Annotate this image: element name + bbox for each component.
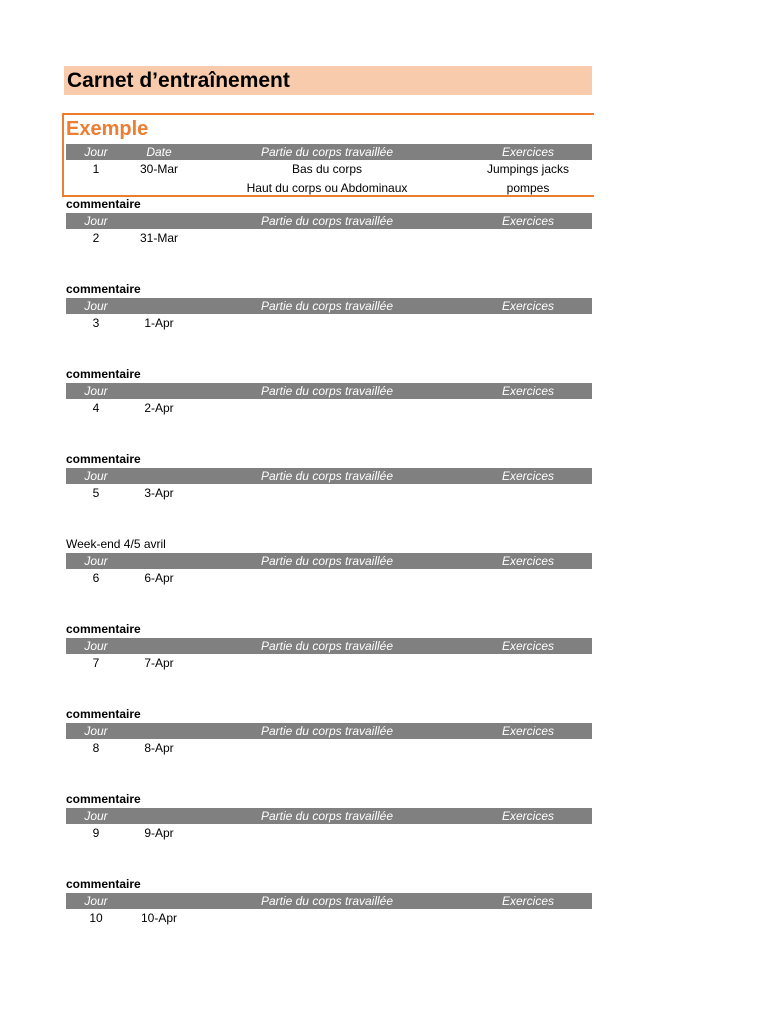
section-comment: commentaire [66,792,141,806]
example-title: Exemple [66,118,149,140]
header-jour: Jour [84,469,108,483]
section-row [66,909,592,927]
header-partie: Partie du corps travaillée [260,214,394,228]
header-partie: Partie du corps travaillée [260,724,394,738]
section-header-row [66,638,592,654]
header-exercices: Exercices [501,299,554,313]
cell-jour: 10 [89,911,103,925]
header-partie: Partie du corps travaillée [260,145,394,159]
section-comment: commentaire [66,452,141,466]
section-comment: commentaire [66,197,141,211]
cell-jour: 4 [92,401,100,415]
section-header-row [66,468,592,484]
header-partie: Partie du corps travaillée [260,554,394,568]
cell-partie: Haut du corps ou Abdominaux [246,181,408,195]
section-row [66,654,592,672]
cell-jour: 9 [92,826,100,840]
cell-date: 30-Mar [139,162,178,176]
section-row [66,569,592,587]
section-comment: commentaire [66,877,141,891]
section-row [66,484,592,502]
section-comment: commentaire [66,707,141,721]
cell-date: 1-Apr [144,316,174,330]
cell-partie: Bas du corps [291,162,363,176]
header-jour: Jour [84,214,108,228]
page-title-bar [64,66,592,95]
header-partie: Partie du corps travaillée [260,639,394,653]
header-jour: Jour [84,639,108,653]
section-header-row [66,893,592,909]
cell-jour: 7 [92,656,100,670]
section-header-row [66,298,592,314]
cell-jour: 5 [92,486,100,500]
header-partie: Partie du corps travaillée [260,384,394,398]
section-row [66,739,592,757]
cell-jour: 6 [92,571,100,585]
header-jour: Jour [84,724,108,738]
cell-date: 31-Mar [139,231,178,245]
example-header-row [66,144,592,160]
header-jour: Jour [84,894,108,908]
cell-date: 10-Apr [140,911,178,925]
header-exercices: Exercices [501,214,554,228]
header-exercices: Exercices [501,469,554,483]
cell-exercices: pompes [506,181,550,195]
header-partie: Partie du corps travaillée [260,809,394,823]
header-date: Date [146,145,172,159]
header-jour: Jour [84,384,108,398]
header-jour: Jour [84,145,108,159]
cell-jour: 1 [92,162,100,176]
header-exercices: Exercices [501,145,554,159]
section-comment: commentaire [66,367,141,381]
section-row [66,399,592,417]
cell-date: 6-Apr [144,571,174,585]
cell-jour: 3 [92,316,100,330]
section-row [66,824,592,842]
header-exercices: Exercices [501,639,554,653]
page-title: Carnet d’entraînement [67,69,290,92]
section-header-row [66,553,592,569]
cell-jour: 2 [92,231,100,245]
header-jour: Jour [84,554,108,568]
section-row [66,314,592,332]
cell-jour: 8 [92,741,100,755]
header-jour: Jour [84,809,108,823]
cell-date: 8-Apr [144,741,174,755]
section-comment: commentaire [66,622,141,636]
cell-date: 3-Apr [144,486,174,500]
header-exercices: Exercices [501,554,554,568]
header-partie: Partie du corps travaillée [260,469,394,483]
section-comment: commentaire [66,282,141,296]
header-exercices: Exercices [501,724,554,738]
header-jour: Jour [84,299,108,313]
cell-date: 7-Apr [144,656,174,670]
cell-date: 9-Apr [144,826,174,840]
cell-exercices: Jumpings jacks [486,162,570,176]
example-row [66,179,592,197]
section-header-row [66,383,592,399]
section-comment: Week-end 4/5 avril [66,537,166,551]
example-row [66,160,592,178]
header-exercices: Exercices [501,384,554,398]
section-header-row [66,213,592,229]
header-partie: Partie du corps travaillée [260,299,394,313]
header-partie: Partie du corps travaillée [260,894,394,908]
cell-date: 2-Apr [144,401,174,415]
section-header-row [66,808,592,824]
header-exercices: Exercices [501,894,554,908]
section-row [66,229,592,247]
header-exercices: Exercices [501,809,554,823]
section-header-row [66,723,592,739]
